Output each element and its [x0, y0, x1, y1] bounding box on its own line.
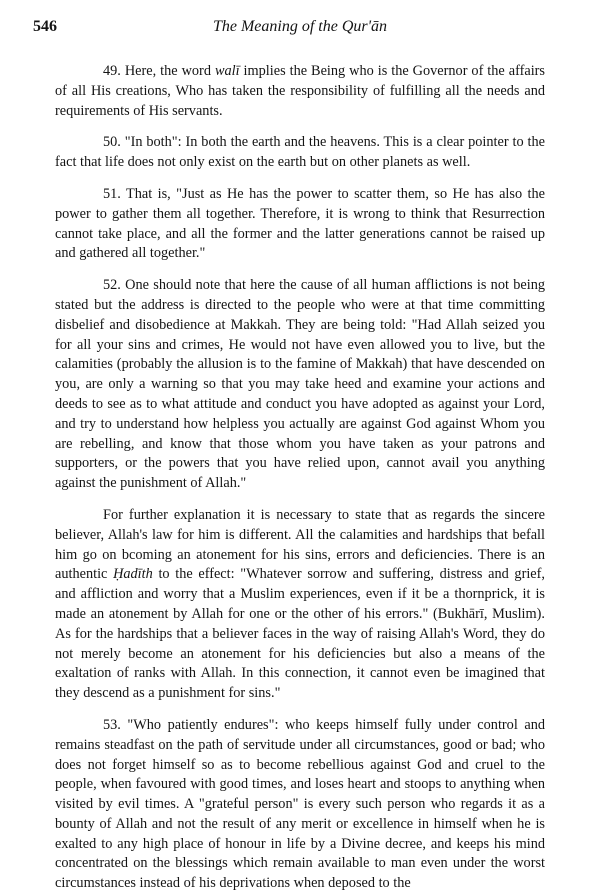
note-52: 52. One should note that here the cause of all human afflictions is not being stated but the address is directed to the people who were at that time committing disbelief and disobedience at Makkah. They are being told: "Had Allah seized you for all your sins and crimes, He would not have even allowed you to live, but the calamities (probably the allusion is to the famine of Makkah) that have descended on you, are only a warning so that you may take heed and examine your actions and deeds to see as to what attitude and conduct you have adopted as against your Lord, and try to understand how helpless you actually are against God against Whom you are rebelling, and know that those whom you have taken as your patrons and supporters, or the powers that you have relied upon, cannot avail you anything against the punishment of Allah.": [55, 277, 545, 492]
note-52-continuation: [55, 506, 545, 704]
note-49-text-b: implies the Being who is the Governor of the affairs of all His creations, Who has taken the responsibility of fulfilling all the needs and requirements of His servants.: [55, 63, 545, 119]
note-49-term: walī: [214, 63, 240, 79]
page-body: [55, 62, 545, 894]
note-52-continuation-text-b: to the effect: "Whatever sorrow and suffering, distress and grief, and affliction and worry that a Muslim experiences, even if it be a thornprick, it is made an atonement by Allah for one or the other of his errors." (Bukhārī, Muslim). As for the hardships that a believer faces in the way of raising Allah's Word, they do not merely become an atonement for his deficiencies but also a means of the exaltation of ranks with Allah. In this connection, it cannot even be imagined that they descend as a punishment for sins.": [55, 566, 545, 702]
running-title: The Meaning of the Qur'ān: [212, 18, 388, 35]
note-52-continuation-text-a: For further explanation it is necessary to state that as regards the sincere believer, Allah's law for him is different. All the calamities and hardships that befall him go on bcoming an atonement for his sins, errors and deficiencies. There is an authentic: [55, 506, 545, 583]
note-53: 53. "Who patiently endures": who keeps himself fully under control and remains steadfast on the path of servitude under all circumstances, good or bad; who does not forget himself so as to become rebellious against God and cruel to the people, when favoured with good times, and loses heart and stoops to anything when visited by evil times. A "grateful person" is every such person who regards it as a bounty of Allah and not the result of any merit or excellence in himself when he is exalted to any high place of honour in life by a Divine decree, and keeps his mind concentrated on the blessings which remain available to man even under the worst circumstances instead of his deprivations when deposed to the: [55, 716, 545, 892]
hadith-term: Ḥadīth: [113, 566, 153, 583]
note-50: 50. "In both": In both the earth and the heavens. This is a clear pointer to the fact that life does not only exist on the earth but on other planets as well.: [55, 134, 545, 171]
page-header: [33, 18, 567, 42]
note-49-text-a: 49. Here, the word: [103, 63, 215, 79]
note-51: 51. That is, "Just as He has the power to scatter them, so He has also the power to gather them all together. Therefore, it is wrong to think that Resurrection cannot take place, and all the former and the latter generations cannot be raised up and gathered all together.": [55, 185, 545, 262]
page-number: 546: [33, 18, 57, 35]
note-49: [55, 62, 545, 121]
